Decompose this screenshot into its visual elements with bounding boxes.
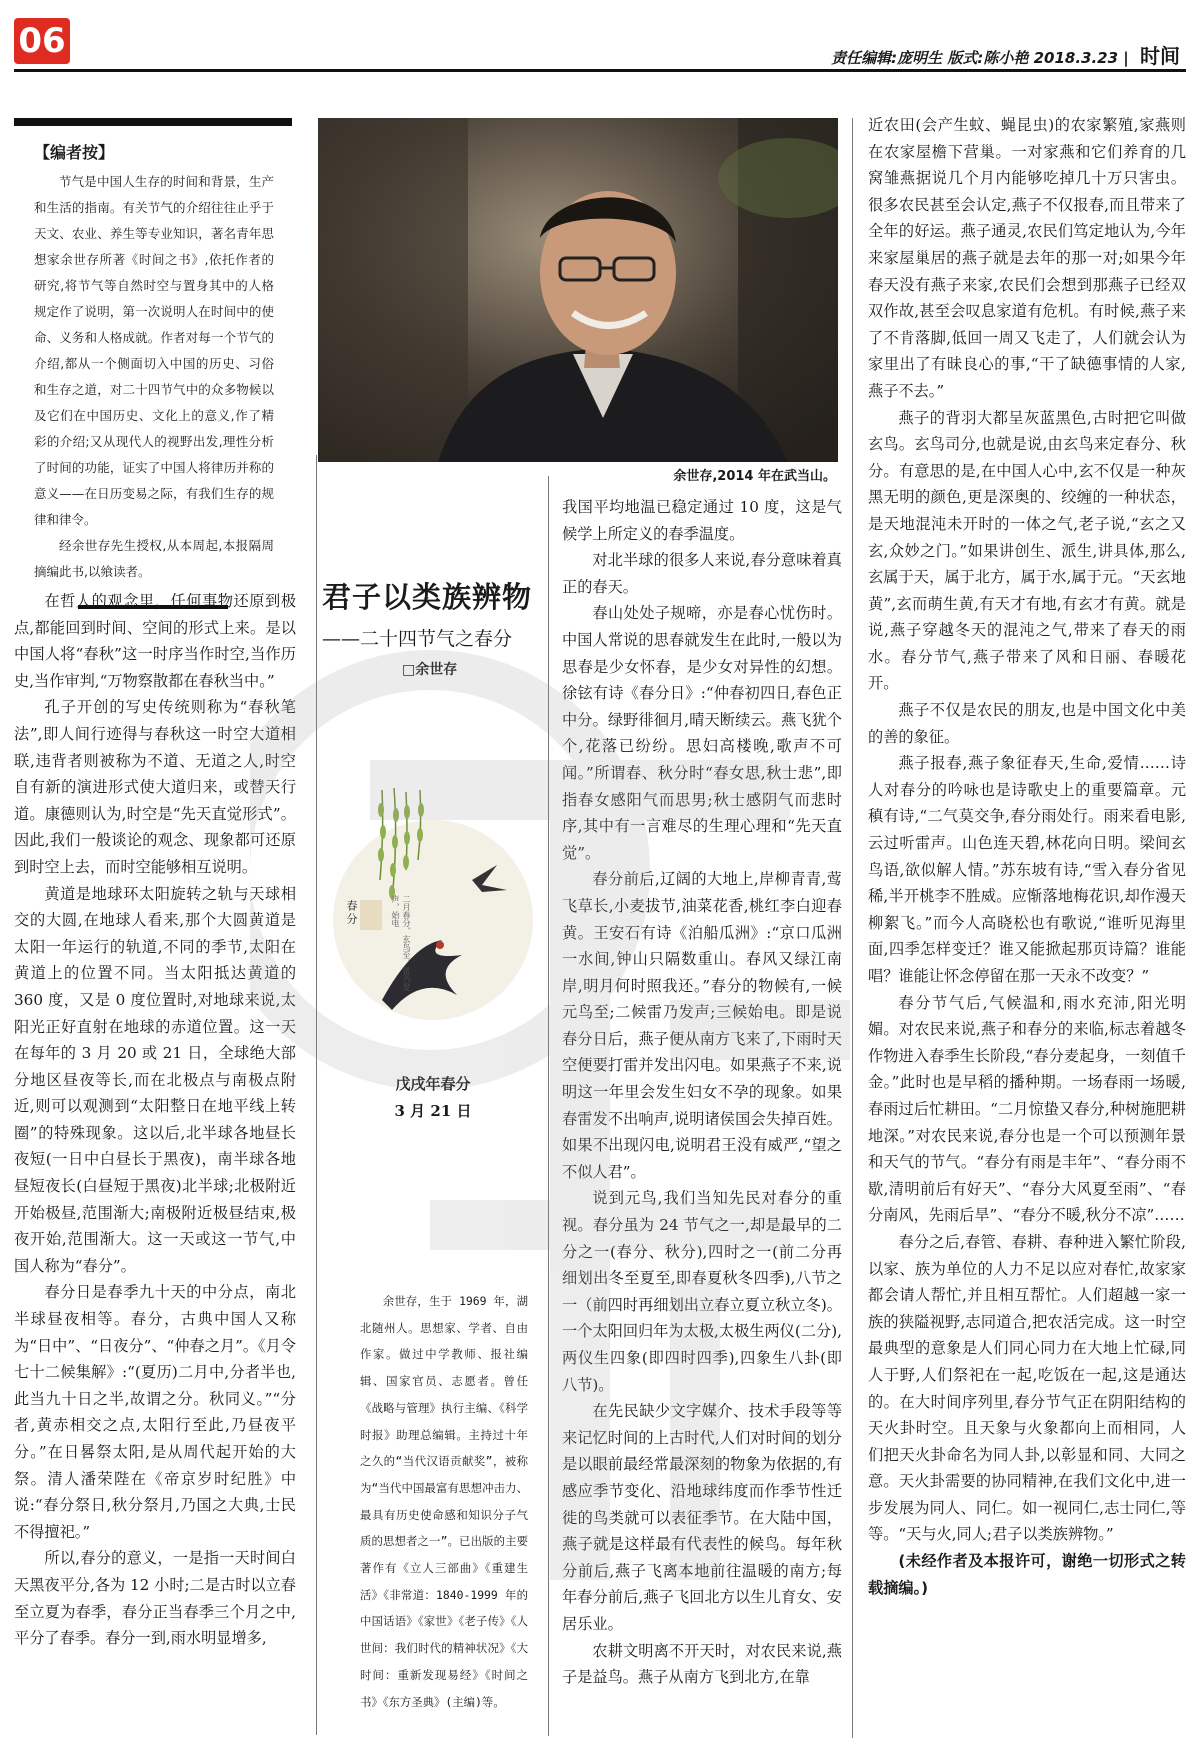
section-title: 时间 xyxy=(1140,44,1180,68)
article-subtitle: ——二十四节气之春分 xyxy=(322,628,513,650)
article-paragraph: 我国平均地温已稳定通过 10 度，这是气候学上所定义的春季温度。 xyxy=(562,498,842,543)
author-photo xyxy=(318,118,838,462)
article-paragraph: 在哲人的观念里，任何事物还原到极点,都能回到时间、空间的形式上来。是以中国人将“春秋”这一时序当作时空,当作历史,当作审判,“万物察散都在春秋当中。” xyxy=(14,592,296,690)
column-divider xyxy=(548,476,549,1736)
article-paragraph: 燕子的背羽大都呈灰蓝黑色,古时把它叫做玄鸟。玄鸟司分,也就是说,由玄鸟来定春分、秋分。有意思的是,在中国人心中,玄不仅是一种灰黑无明的颜色,更是深奥的、绞缠的一种状态，是天地混沌未开时的一体之气,老子说,“玄之又玄,众妙之门。”如果讲创生、派生,讲具体,那么,玄属于天，属于北方，属于水,属于元。“天玄地黄”,玄而萌生黄,有天才有地,有玄才有黄。就是说,燕子穿越冬天的混沌之气,带来了春天的雨水。春分节气,燕子带来了风和日丽、春暖花开。 xyxy=(868,408,1186,693)
article-title-block xyxy=(322,575,544,679)
header-info: 责任编辑:庞明生 版式:陈小艳 2018.3.23 | 时间 xyxy=(831,44,1180,68)
article-paragraph: 燕子报春,燕子象征春天,生命,爱情……诗人对春分的吟咏也是诗歌史上的重要篇章。元稹有诗,“二气莫交争,春分雨处行。雨来看电影,云过听雷声。山色连天碧,林花向日明。梁间玄鸟语,欲似解人情。”苏东坡有诗,“雪入春分省见稀,半开桃李不胜威。应惭落地梅花识,却作漫天柳絮飞。”而今人高晓松也有歌说,“谁听见海里面,四季怎样变迁？谁又能掀起那页诗篇？谁能唱？谁能让怀念停留在那一天永不改变？” xyxy=(868,754,1186,985)
copyright-notice: (未经作者及本报许可，谢绝一切形式之转载摘编。) xyxy=(868,1552,1186,1597)
editor-credits: 责任编辑:庞明生 版式:陈小艳 2018.3.23 xyxy=(831,49,1119,67)
article-paragraph: 说到元鸟,我们当知先民对春分的重视。春分虽为 24 节气之一,却是最早的二分之一(春分、秋分),四时之一(前二分再细划出冬至夏至,即春夏秋冬四季),八节之一（前四时再细划出立春立夏立秋立冬)。一个太阳回归年为太极,太极生两仪(二分),两仪生四象(即四时四季),四象生八卦(即八节)。 xyxy=(562,1189,842,1394)
article-paragraph: 黄道是地球环太阳旋转之轨与天球相交的大圆,在地球人看来,那个大圆黄道是太阳一年运行的轨道,不同的季节,太阳在黄道上的位置不同。当太阳抵达黄道的 360 度，又是 0 度位置时,对地球来说,太阳光正好直射在地球的赤道位置。这一天在每年的 3 月 20 或 21 日，全球绝大部分地区昼夜等长,而在北极点与南极点附近,则可以观测到“太阳整日在地平线上转圈”的特殊现象。这以后,北半球各地昼长夜短(一日中白昼长于黑夜)，南半球各地昼短夜长(白昼短于黑夜)北半球;北极附近开始极昼,范围渐大;南极附近极昼结束,极夜开始,范围渐大。这一天或这一节气,中国人称为“春分”。 xyxy=(14,884,296,1275)
illustration-label: 春分 xyxy=(345,900,358,926)
article-title: 君子以类族辨物 xyxy=(322,580,533,614)
column-divider xyxy=(852,118,853,1738)
editor-note-paragraph: 经余世存先生授权,从本周起,本报隔周摘编此书,以飨读者。 xyxy=(34,538,274,579)
article-paragraph: 孔子开创的写史传统则称为“春秋笔法”,即人间行迹得与春秋这一时空大道相联,违背者则被称为不道、无道之人,时空自有新的演进形式使大道归来，或替天行道。康德则认为,时空是“先天直觉形式”。因此,我们一般谈论的观念、现象都可还原到时空上去，而时空能够相互说明。 xyxy=(14,698,296,876)
article-paragraph: 在先民缺少文字媒介、技术手段等等来记忆时间的上古时代,人们对时间的划分是以眼前最经常最深刻的物象为依据的,有感应季节变化、沿地球纬度而作季节性迁徙的鸟类就可以表征季节。在大陆中国，燕子就是这样最有代表性的候鸟。每年秋分前后,燕子飞离本地前往温暖的南方;每年春分前后,燕子飞回北方以生儿育女、安居乐业。 xyxy=(562,1402,842,1633)
illustration-date-day: 3 月 21 日 xyxy=(394,1102,472,1120)
article-paragraph: 春分节气后,气候温和,雨水充沛,阳光明媚。对农民来说,燕子和春分的来临,标志着越冬作物进入春季生长阶段,“春分麦起身，一刻值千金。”此时也是早稻的播种期。一场春雨一场暖,春雨过后忙耕田。“二月惊蛰又春分,种树施肥耕地深。”对农民来说,春分也是一个可以预测年景和天气的节气。“春分有雨是丰年”、“春分雨不歇,清明前后有好天”、“春分大风夏至雨”、“春分南风，先雨后旱”、“春分不暖,秋分不凉”…… xyxy=(868,993,1186,1225)
article-column-3 xyxy=(868,112,1186,1601)
article-column-1 xyxy=(14,588,296,1652)
photo-caption: 余世存,2014 年在武当山。 xyxy=(673,469,836,484)
author-bio-text: 余世存，生于 1969 年，湖北随州人。思想家、学者、自由作家。做过中学教师、报社编辑、国家官员、志愿者。曾任《战略与管理》执行主编、《科学时报》助理总编辑。主持过十年之久的“当代汉语贡献奖”，被称为“当代中国最富有思想冲击力、最具有历史使命感和知识分子气质的思想者之一”。已出版的主要著作有《立人三部曲》《重建生活》《非常道：1840-1999 年的中国话语》《家世》《老子传》《人世间：我们时代的精神状况》《大时间：重新发现易经》《时间之书》《东方圣典》(主编)等。 xyxy=(360,1294,528,1709)
article-column-2 xyxy=(562,494,842,1691)
article-paragraph: 春山处处子规啼，亦是春心忧伤时。中国人常说的思春就发生在此时,一般以为思春是少女怀春，是少女对异性的幻想。徐铉有诗《春分日》:“仲春初四日,春色正中分。绿野徘徊月,晴天断续云。燕飞犹个个,花落已纷纷。思妇高楼晚,歌声不可闻。”所谓春、秋分时“春女思,秋士悲”,即指春女感阳气而思男;秋士感阴气而悲时序,其中有一言难尽的生理心理和“先天直觉”。 xyxy=(562,604,842,862)
illustration-date-ganzhi: 戊戌年春分 xyxy=(395,1075,471,1093)
header-divider xyxy=(14,69,1186,72)
article-paragraph: 春分日是春季九十天的中分点，南北半球昼夜相等。春分，古典中国人又称为“日中”、“日夜分”、“仲春之月”。《月令七十二候集解》:“(夏历)二月中,分者半也,此当九十日之半,故谓之分。秋同义。”“分者,黄赤相交之点,太阳行至此,乃昼夜平分。”在日晷祭太阳,是从周代起开始的大祭。清人潘荣陛在《帝京岁时纪胜》中说:“春分祭日,秋分祭月,乃国之大典,士民不得擅祀。” xyxy=(14,1283,296,1541)
editor-note-title: 【编者按】 xyxy=(34,143,115,162)
article-paragraph: 燕子不仅是农民的朋友,也是中国文化中美的善的象征。 xyxy=(868,701,1186,746)
editor-note-paragraph: 节气是中国人生存的时间和背景，生产和生活的指南。有关节气的介绍往往止乎于天文、农业、养生等专业知识，著名青年思想家余世存所著《时间之书》,依托作者的研究,将节气等自然时空与置身其中的人格规定作了说明，第一次说明人在时间中的使命、义务和人格成就。作者对每一个节气的介绍,都从一个侧面切入中国的历史、习俗和生存之道，对二十四节气中的众多物候以及它们在中国历史、文化上的意义,作了精彩的介绍;又从现代人的视野出发,理性分析了时间的功能，证实了中国人将律历并称的意义——在日历变易之际，有我们生存的规律和律令。 xyxy=(34,174,274,527)
editor-note-text xyxy=(14,169,292,585)
author-photo-image xyxy=(318,118,838,462)
article-paragraph: 春分前后,辽阔的大地上,岸柳青青,莺飞草长,小麦拔节,油菜花香,桃红李白迎春黄。王安石有诗《泊船瓜洲》:“京口瓜洲一水间,钟山只隔数重山。春风又绿江南岸,明月何时照我还。”春分的物候有,一候元鸟至;二候雷乃发声;三候始电。即是说春分日后，燕子便从南方飞来了,下雨时天空便要打雷并发出闪电。如果燕子不来,说明这一年里会发生妇女不孕的现象。如果春雷发不出响声,说明诸侯国会失掉百姓。如果不出现闪电,说明君王没有威严,“望之不似人君”。 xyxy=(562,870,842,1181)
editor-note-top-rule xyxy=(14,118,292,126)
article-paragraph: 对北半球的很多人来说,春分意味着真正的春天。 xyxy=(562,551,842,596)
page-number: 06 xyxy=(14,18,70,64)
editor-note xyxy=(14,118,292,609)
article-paragraph: 所以,春分的意义，一是指一天时间白天黑夜平分,各为 12 小时;二是古时以立春至立夏为春季，春分正当春季三个月之中,平分了春季。春分一到,雨水明显增多, xyxy=(14,1549,296,1648)
article-paragraph: 农耕文明离不开天时，对农民来说,燕子是益鸟。燕子从南方飞到北方,在靠 xyxy=(562,1641,842,1687)
article-author: □余世存 xyxy=(402,662,458,678)
author-bio xyxy=(360,1288,528,1715)
illustration-verse: 二月春分，玄鸟至，雷乃发声，始电 xyxy=(391,895,411,991)
article-paragraph: 近农田(会产生蚊、蝇昆虫)的农家繁殖,家燕则在农家屋檐下营巢。一对家燕和它们养育的几窝雏燕据说几个月内能够吃掉几十万只害虫。很多农民甚至会认定,燕子不仅报春,而且带来了全年的好运。燕子通灵,农民们笃定地认为,今年来家屋巢居的燕子就是去年的那一对;如果今年春天没有燕子来家,农民们会想到那燕子已经双双作故,甚至会叹息家道有危机。有时候,燕子来了不肯落脚,低回一周又飞走了，人们就会认为家里出了有昧良心的事,“干了缺德事情的人家,燕子不去。” xyxy=(868,116,1186,400)
column-divider xyxy=(316,455,317,1735)
article-paragraph: 春分之后,春管、春耕、春种进入繁忙阶段,以家、族为单位的人力不足以应对春忙,故家家都会请人帮忙,并且相互帮忙。人们超越一家一族的狭隘视野,志同道合,把农活完成。这一时空最典型的意象是人们同心同力在大地上忙碌,同人于野,人们祭祀在一起,吃饭在一起,这是通达的。在大时间序列里,春分节气正在阴阳结构的天火卦时空。且天象与火象都向上而相同，人们把天火卦命名为同人卦,以彰显和同、大同之意。天火卦需要的协同精神,在我们文化中,进一步发展为同人、同仁。如一视同仁,志士同仁,等等。“天与火,同人;君子以类族辨物。” xyxy=(868,1232,1186,1544)
